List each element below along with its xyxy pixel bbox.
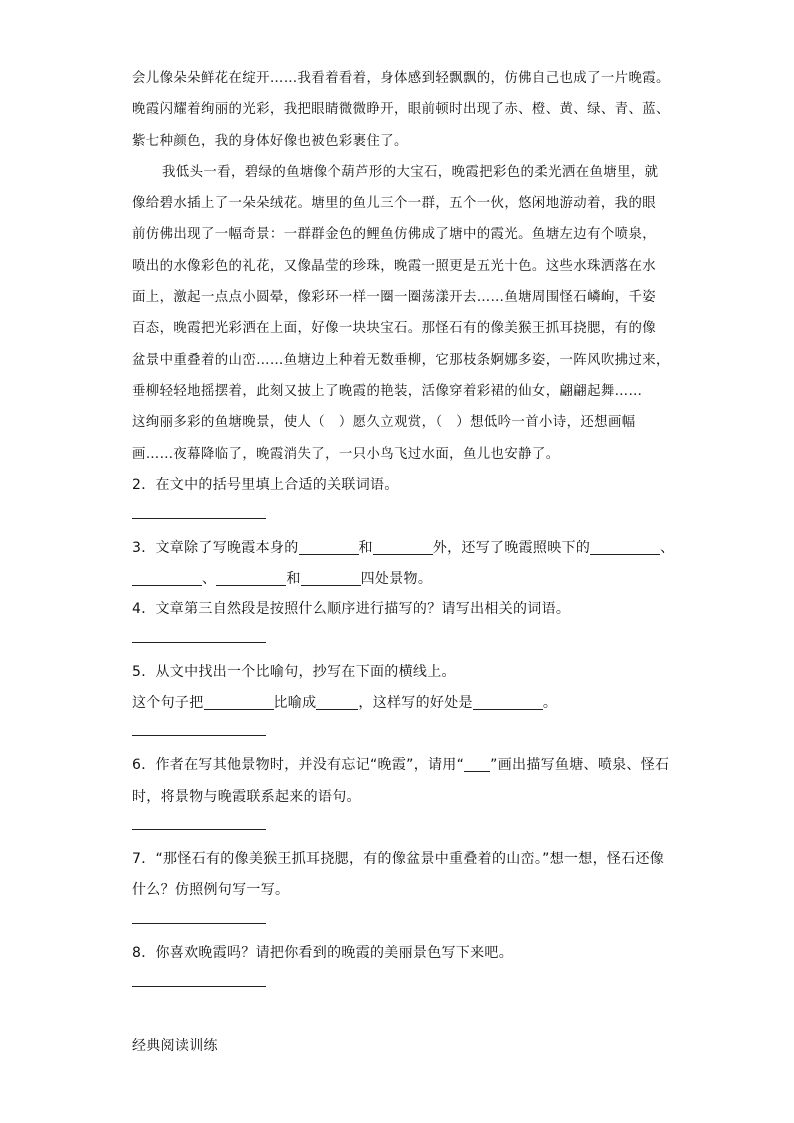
q6-text: ”画出描写鱼塘、喷泉、怪石 (490, 757, 670, 773)
answer-line-q2[interactable] (132, 518, 266, 519)
passage-line: 我低头一看，碧绿的鱼塘像个葫芦形的大宝石，晚霞把彩色的柔光洒在鱼塘里，就 (162, 164, 659, 180)
q3-blank-6[interactable] (301, 571, 361, 586)
passage-line: 紫七种颜色，我的身体好像也被色彩裹住了。 (132, 133, 408, 149)
q3-text: 、 (660, 540, 675, 556)
question-5-line-2 (132, 692, 557, 712)
section-footer: 经典阅读训练 (132, 1038, 218, 1054)
q3-text: 四处景物。 (360, 571, 433, 587)
answer-line-q4[interactable] (132, 642, 266, 643)
q5-text: 。 (542, 695, 558, 711)
passage-line: 喷出的水像彩色的礼花，又像晶莹的珍珠，晚霞一照更是五光十色。这些水珠洒落在水 (132, 258, 657, 274)
question-6 (132, 754, 669, 774)
passage-line: 盆景中重叠着的山峦……鱼塘边上种着无数垂柳，它那枝条婀娜多姿，一阵风吹拂过来， (132, 352, 670, 368)
q5-text: 比喻成 (273, 695, 317, 711)
passage-line: 前仿佛出现了一幅奇景：一群群金色的鲤鱼仿佛成了塘中的霞光。鱼塘左边有个喷泉， (132, 227, 657, 243)
answer-line-q5[interactable] (132, 735, 266, 736)
question-6-line-2: 时，将景物与晚霞联系起来的语句。 (132, 789, 361, 805)
q3-blank-5[interactable] (216, 571, 286, 586)
q5-blank-3[interactable] (473, 695, 543, 710)
passage-line: 画……夜幕降临了，晚霞消失了，一只小鸟飞过水面，鱼儿也安静了。 (132, 446, 560, 462)
q3-text: 、 (202, 571, 217, 587)
question-7: 7．“那怪石有的像美猴王抓耳挠腮，有的像盆景中重叠着的山峦。”想一想，怪石还像 (132, 851, 665, 867)
question-3 (132, 537, 674, 557)
q3-text: 外，还写了晚霞照映下的 (432, 540, 591, 556)
question-4: 4．文章第三自然段是按照什么顺序进行描写的？请写出相关的词语。 (132, 601, 571, 617)
answer-line-q7[interactable] (132, 923, 266, 924)
q5-text: ，这样写的好处是 (358, 695, 473, 711)
passage-line: 面上，激起一点点小圆晕，像彩环一样一圈一圈荡漾开去……鱼塘周围怪石嶙峋，千姿 (132, 290, 657, 306)
question-3-line-2 (132, 568, 432, 588)
q6-text: 6．作者在写其他景物时，并没有忘记“晚霞”，请用“ (132, 757, 465, 773)
passage-line: 垂柳轻轻地摇摆着，此刻又披上了晚霞的艳装，活像穿着彩裙的仙女，翩翩起舞…… (132, 383, 643, 399)
q3-text: 和 (286, 571, 301, 587)
answer-line-q8[interactable] (132, 986, 266, 987)
q3-blank-2[interactable] (373, 540, 433, 555)
q3-blank-4[interactable] (132, 571, 202, 586)
q3-text: 和 (358, 540, 373, 556)
answer-line-q6[interactable] (132, 829, 266, 830)
question-2: 2．在文中的括号里填上合适的关联词语。 (132, 477, 399, 493)
passage-line: 会儿像朵朵鲜花在绽开……我看着看着，身体感到轻飘飘的，仿佛自己也成了一片晚霞。 (132, 71, 670, 86)
q5-blank-2[interactable] (316, 695, 358, 710)
underline-mark-sample (464, 757, 490, 772)
passage-line: 百态，晚霞把光彩洒在上面，好像一块块宝石。那怪石有的像美猴王抓耳挠腮，有的像 (132, 321, 657, 337)
q3-text: 3．文章除了写晚霞本身的 (132, 540, 299, 556)
q5-text: 这个句子把 (132, 695, 204, 711)
q5-blank-1[interactable] (204, 695, 274, 710)
question-5: 5．从文中找出一个比喻句，抄写在下面的横线上。 (132, 664, 456, 680)
reading-passage (132, 63, 670, 470)
q3-blank-1[interactable] (299, 540, 359, 555)
passage-line: 像给碧水插上了一朵朵绒花。塘里的鱼儿三个一群，五个一伙，悠闲地游动着，我的眼 (132, 196, 657, 212)
q3-blank-3[interactable] (590, 540, 660, 555)
passage-line: 这绚丽多彩的鱼塘晚景，使人（ ）愿久立观赏，（ ）想低吟一首小诗，还想画幅 (132, 415, 636, 431)
question-8: 8．你喜欢晚霞吗？请把你看到的晚霞的美丽景色写下来吧。 (132, 945, 514, 961)
passage-line: 晚霞闪耀着绚丽的光彩，我把眼睛微微睁开，眼前顿时出现了赤、橙、黄、绿、青、蓝、 (132, 102, 670, 118)
question-7-line-2: 什么？仿照例句写一写。 (132, 882, 290, 898)
